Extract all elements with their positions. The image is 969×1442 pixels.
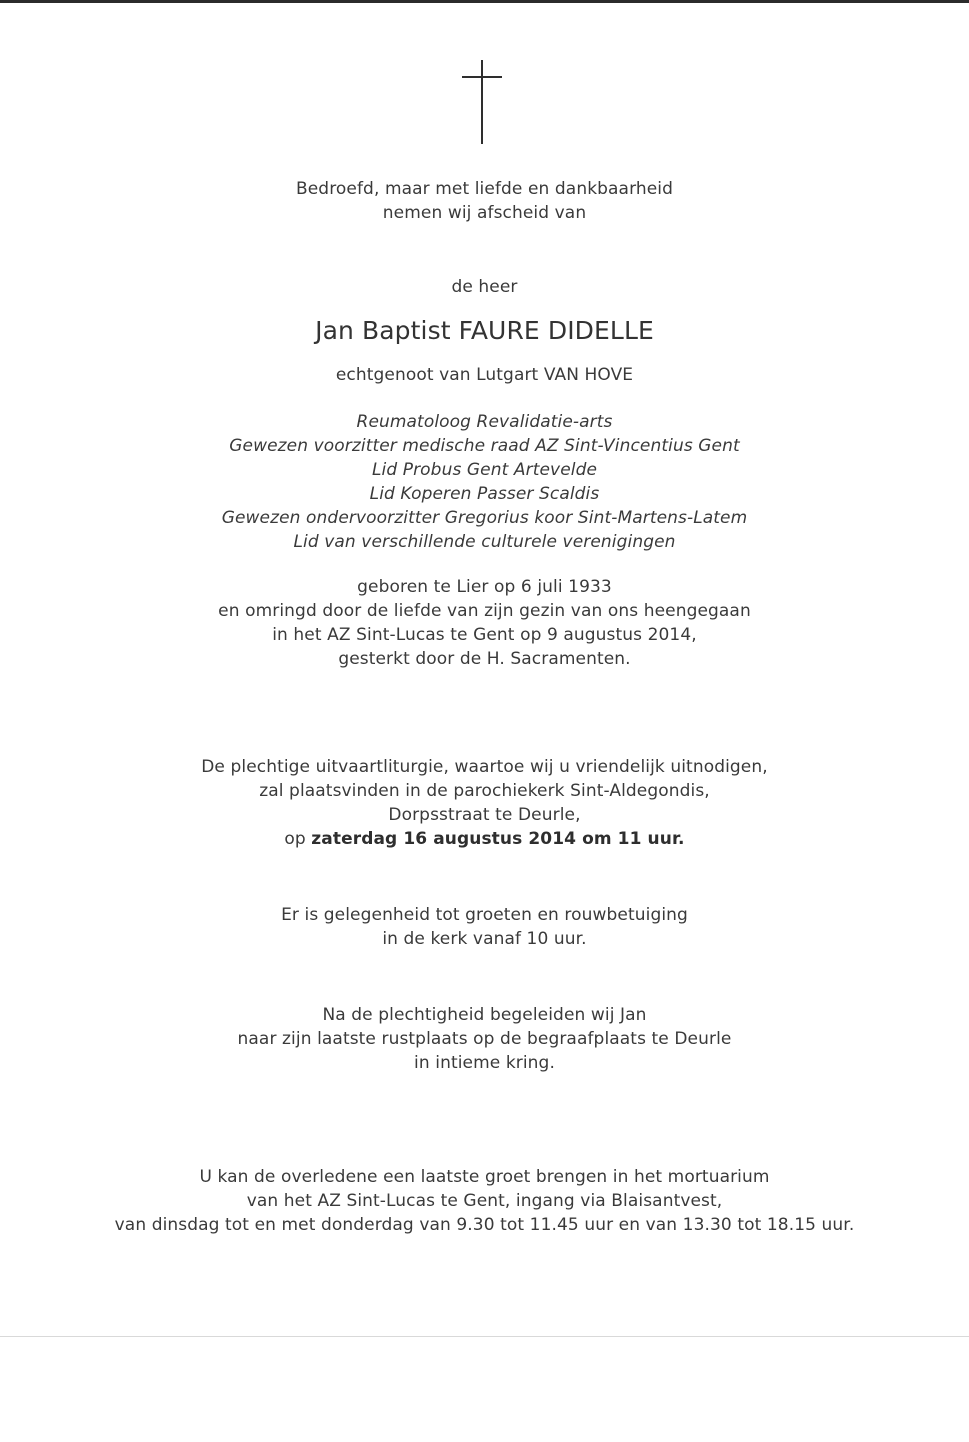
top-border-line — [0, 0, 969, 3]
title-line-1: Reumatoloog Revalidatie-arts — [356, 412, 613, 432]
burial-line-1: Na de plechtigheid begeleiden wij Jan — [322, 1005, 647, 1025]
life-line-3: in het AZ Sint-Lucas te Gent op 9 augustus 2014, — [272, 625, 697, 645]
spouse-line: echtgenoot van Lutgart VAN HOVE — [335, 365, 634, 385]
condolence-line-1: Er is gelegenheid tot groeten en rouwbetuiging — [281, 905, 688, 925]
funeral-date-prefix: op — [284, 829, 312, 849]
title-line-4: Lid Koperen Passer Scaldis — [369, 484, 600, 504]
life-line-1: geboren te Lier op 6 juli 1933 — [357, 577, 612, 597]
burial-line-2: naar zijn laatste rustplaats op de begraafplaats te Deurle — [237, 1029, 732, 1049]
title-line-2: Gewezen voorzitter medische raad AZ Sint-Vincentius Gent — [229, 436, 740, 456]
title-line-6: Lid van verschillende culturele verenigingen — [293, 532, 676, 552]
life-line-2: en omringd door de liefde van zijn gezin van ons heengegaan — [218, 601, 751, 621]
condolence-line-2: in de kerk vanaf 10 uur. — [382, 929, 587, 949]
mortuary-line-1: U kan de overledene een laatste groet brengen in het mortuarium — [199, 1167, 770, 1187]
title-line-5: Gewezen ondervoorzitter Gregorius koor Sint-Martens-Latem — [221, 508, 748, 528]
funeral-line-2: zal plaatsvinden in de parochiekerk Sint-Aldegondis, — [259, 781, 710, 801]
deceased-name: Jan Baptist FAURE DIDELLE — [315, 316, 654, 345]
bottom-fold-line — [0, 1336, 969, 1337]
intro-line-1: Bedroefd, maar met liefde en dankbaarheid — [295, 179, 674, 199]
funeral-line-1: De plechtige uitvaartliturgie, waartoe wij u vriendelijk uitnodigen, — [201, 757, 768, 777]
burial-line-3: in intieme kring. — [414, 1053, 555, 1073]
salutation: de heer — [451, 277, 518, 297]
mortuary-line-3: van dinsdag tot en met donderdag van 9.30 tot 11.45 uur en van 13.30 tot 18.15 uur. — [114, 1215, 855, 1235]
intro-line-2: nemen wij afscheid van — [382, 203, 587, 223]
funeral-line-3: Dorpsstraat te Deurle, — [388, 805, 581, 825]
mortuary-line-2: van het AZ Sint-Lucas te Gent, ingang via Blaisantvest, — [246, 1191, 723, 1211]
life-line-4: gesterkt door de H. Sacramenten. — [338, 649, 631, 669]
funeral-date-line — [0, 827, 969, 851]
funeral-date: zaterdag 16 augustus 2014 om 11 uur. — [311, 829, 685, 849]
title-line-3: Lid Probus Gent Artevelde — [371, 460, 598, 480]
